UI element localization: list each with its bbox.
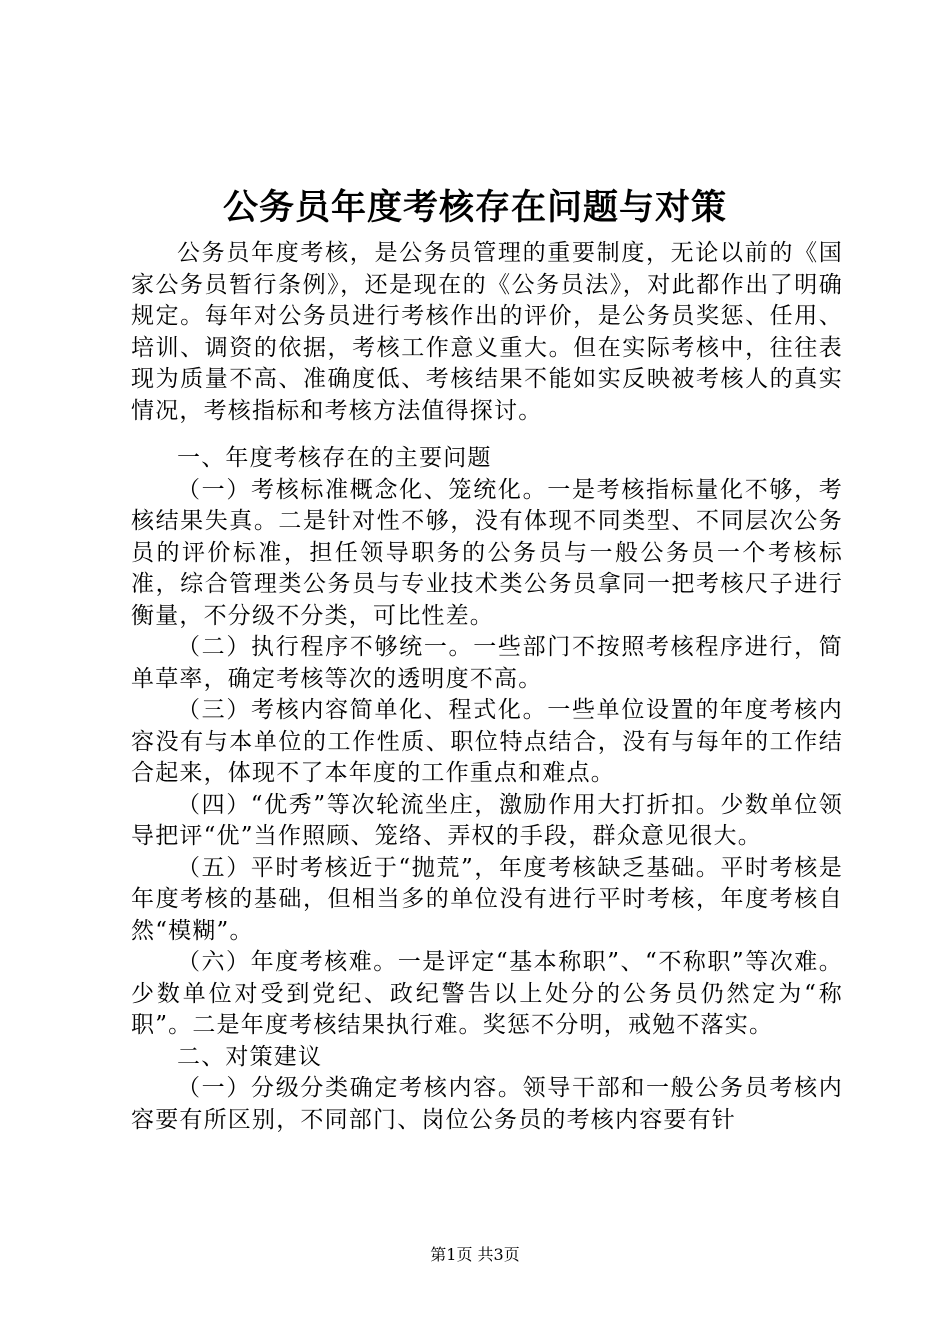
problem-paragraph-3: （三）考核内容简单化、程式化。一些单位设置的年度考核内容没有与本单位的工作性质、职位特点结合，没有与每年的工作结合起来，体现不了本年度的工作重点和难点。 (131, 697, 843, 786)
section-heading-suggestions: 二、对策建议 (177, 1043, 323, 1070)
page-footer: 第1页 共3页 (430, 1245, 520, 1264)
problem-paragraph-2: （二）执行程序不够统一。一些部门不按照考核程序进行，简单草率，确定考核等次的透明度不高。 (131, 634, 843, 692)
document-title: 公务员年度考核存在问题与对策 (222, 187, 727, 228)
problem-paragraph-5: （五）平时考核近于“抛荒”，年度考核缺乏基础。平时考核是年度考核的基础，但相当多的单位没有进行平时考核，年度考核自然“模糊”。 (131, 854, 843, 944)
section-heading-problems: 一、年度考核存在的主要问题 (177, 445, 492, 471)
document-body (131, 238, 843, 1136)
problem-paragraph-1: （一）考核标准概念化、笼统化。一是考核指标量化不够，考核结果失真。二是针对性不够，没有体现不同类型、不同层次公务员的评价标准，担任领导职务的公务员与一般公务员一个考核标准，综合管理类公务员与专业技术类公务员拿同一把考核尺子进行衡量，不分级不分类，可比性差。 (131, 476, 843, 629)
problem-paragraph-6: （六）年度考核难。一是评定“基本称职”、“不称职”等次难。少数单位对受到党纪、政纪警告以上处分的公务员仍然定为“称职”。二是年度考核结果执行难。奖惩不分明，戒勉不落实。 (131, 949, 843, 1038)
intro-paragraph: 公务员年度考核，是公务员管理的重要制度，无论以前的《国家公务员暂行条例》，还是现在的《公务员法》，对此都作出了明确规定。每年对公务员进行考核作出的评价，是公务员奖惩、任用、培训、调资的依据，考核工作意义重大。但在实际考核中，往往表现为质量不高、准确度低、考核结果不能如实反映被考核人的真实情况，考核指标和考核方法值得探讨。 (131, 240, 843, 424)
problem-paragraph-4: （四）“优秀”等次轮流坐庄，激励作用大打折扣。少数单位领导把评“优”当作照顾、笼络、弄权的手段，群众意见很大。 (131, 791, 843, 849)
suggestion-paragraph-1: （一）分级分类确定考核内容。领导干部和一般公务员考核内容要有所区别，不同部门、岗位公务员的考核内容要有针 (131, 1075, 843, 1133)
